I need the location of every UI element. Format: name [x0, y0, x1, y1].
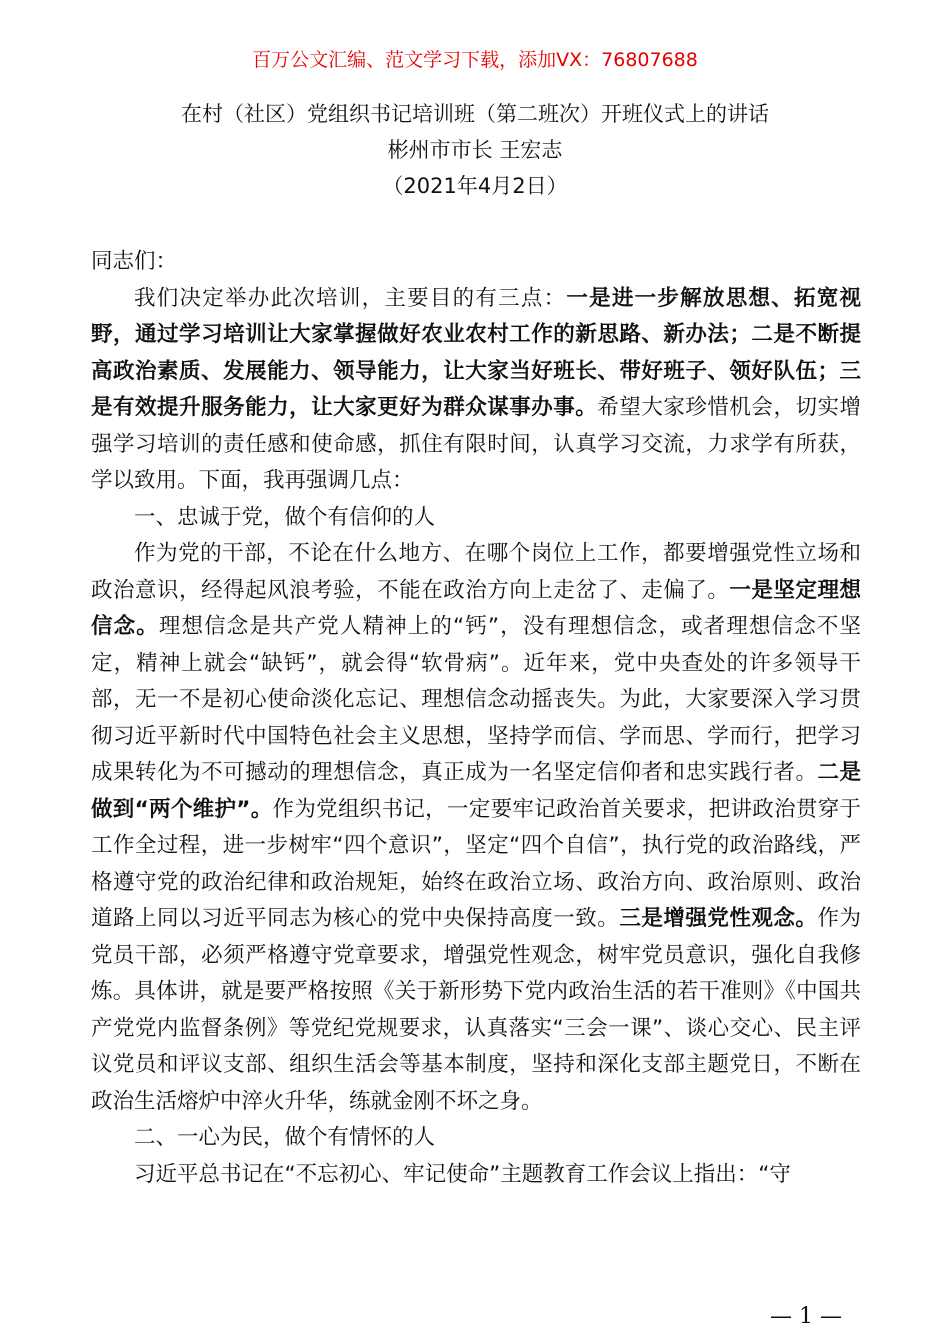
- paragraph-text: 作为党组织书记，一定要牢记政治首关要求，把讲政治贯穿于工作全过程，进一步树牢“四个意识”，坚定“四个自信”，执行党的政治路线，严格遵守党的政治纪律和政治规矩，始终在政治立场、政治方向、政治原则、政治道路上同以习近平同志为核心的党中央保持高度一致。: [91, 796, 861, 931]
- paragraph-text: 作为党员干部，必须严格遵守党章要求，增强党性观念，树牢党员意识，强化自我修炼。具体讲，就是要严格按照《关于新形势下党内政治生活的若干准则》《中国共产党党内监督条例》等党纪党规要求，认真落实“三会一课”、谈心交心、民主评议党员和评议支部、组织生活会等基本制度，坚持和深化支部主题党日，不断在政治生活熔炉中淬火升华，练就金刚不坏之身。: [91, 906, 861, 1114]
- emphasis-text: 三是增强党性观念。: [619, 906, 818, 931]
- section-heading-2: 二、一心为民，做个有情怀的人: [134, 1125, 436, 1150]
- page-number-text: — 1 —: [770, 1304, 842, 1329]
- speech-body: [91, 244, 861, 1193]
- promo-banner: 百万公文汇编、范文学习下载，添加VX：76807688: [252, 49, 698, 71]
- emphasis-text: 一是进一步解放思想、拓宽视野，通过学习培训让大家掌握做好农业农村工作的新思路、新办法；二是不断提高政治素质、发展能力、领导能力，让大家当好班长、带好班子、领好队伍；三是有效提升服务能力，让大家更好为群众谋事办事。: [91, 285, 861, 420]
- paragraph-section-2: 习近平总书记在“不忘初心、牢记使命”主题教育工作会议上指出：“守: [134, 1161, 791, 1187]
- emphasis-text: 二是做到“两个维护”。: [91, 760, 861, 822]
- section-heading-1: 一、忠诚于党，做个有信仰的人: [134, 504, 436, 530]
- page-number: [0, 1302, 950, 1332]
- paragraph-text: 我们决定举办此次培训，主要目的有三点：: [134, 285, 567, 311]
- salutation: 同志们：: [91, 249, 178, 274]
- paragraph-text: 作为党的干部，不论在什么地方、在哪个岗位上工作，都要增强党性立场和政治意识，经得起风浪考验，不能在政治方向上走岔了、走偏了。: [91, 541, 861, 603]
- paragraph-text: 理想信念是共产党人精神上的“钙”，没有理想信念，或者理想信念不坚定，精神上就会“缺钙”，就会得“软骨病”。近年来，党中央查处的许多领导干部，无一不是初心使命淡化忘记、理想信念动摇丧失。为此，大家要深入学习贯彻习近平新时代中国特色社会主义思想，坚持学而信、学而思、学而行，把学习成果转化为不可撼动的理想信念，真正成为一名坚定信仰者和忠实践行者。: [91, 614, 861, 785]
- speech-title: 在村（社区）党组织书记培训班（第二班次）开班仪式上的讲话: [181, 102, 769, 126]
- emphasis-text: 一是坚定理想信念。: [91, 577, 861, 639]
- paragraph-section-1: [91, 536, 861, 1120]
- paragraph-text: 希望大家珍惜机会，切实增强学习培训的责任感和使命感，抓住有限时间，认真学习交流，力求学有所获，学以致用。下面，我再强调几点：: [91, 395, 861, 493]
- speech-date: （2021年4月2日）: [382, 174, 568, 198]
- paragraph-intro: [91, 281, 861, 500]
- speech-author: 彬州市市长 王宏志: [387, 138, 563, 162]
